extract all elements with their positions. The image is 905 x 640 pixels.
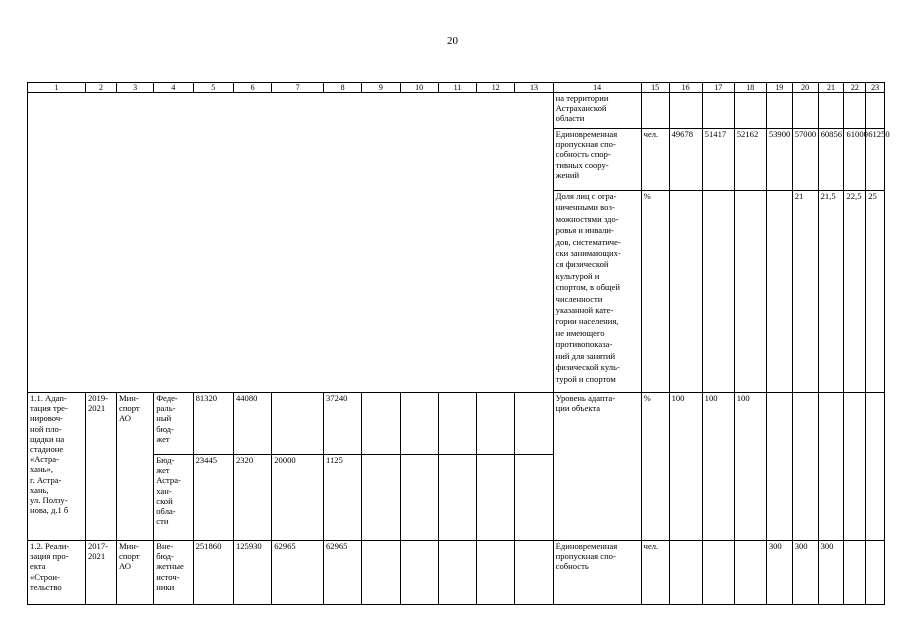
amount-year: [272, 393, 324, 455]
indicator-name: Единовременная пропускная спо- собность спор- тивных соору- жений: [553, 129, 641, 191]
header-cell: 6: [233, 83, 271, 93]
amount-year: [400, 393, 438, 455]
value-cell: [734, 93, 766, 129]
table-row: [28, 93, 885, 129]
value-cell: [866, 541, 885, 605]
program-table: [27, 82, 890, 605]
header-cell: 16: [669, 83, 702, 93]
measure-name: 1.1. Адап- тация тре- нировоч- ной пло- щадки на стадионе «Астра- хань», г. Астра- хань, ул. Ползу- нова, д.1 б: [28, 393, 86, 541]
indicator-name: Единовременная пропускная спо- собность: [553, 541, 641, 605]
value-cell: 49678: [669, 129, 702, 191]
amount-year: [400, 541, 438, 605]
value-cell: [702, 191, 734, 393]
header-cell: 15: [641, 83, 669, 93]
header-cell: 20: [792, 83, 818, 93]
amount-year: [477, 455, 515, 541]
amount-year: [438, 541, 476, 605]
header-cell: 19: [766, 83, 792, 93]
header-cell: 4: [154, 83, 193, 93]
amount-year: [477, 541, 515, 605]
value-cell: 21,5: [818, 191, 844, 393]
amount-total: 251860: [193, 541, 233, 605]
header-cell: 23: [866, 83, 885, 93]
header-cell: 11: [438, 83, 476, 93]
value-cell: 300: [792, 541, 818, 605]
amount-year: 37240: [323, 393, 361, 455]
amount-year: [438, 455, 476, 541]
value-cell: [866, 93, 885, 129]
executor-cell: Мин- спорт АО: [117, 393, 154, 541]
value-cell: [734, 541, 766, 605]
amount-year: 62965: [272, 541, 324, 605]
value-cell: [818, 93, 844, 129]
amount-year: [515, 455, 553, 541]
header-row: [28, 83, 885, 93]
page-number: 20: [447, 35, 458, 47]
value-cell: [766, 393, 792, 541]
header-cell: 9: [362, 83, 400, 93]
indicator-name: на территории Астраханской области: [553, 93, 641, 129]
amount-year: [362, 393, 400, 455]
header-cell: 2: [85, 83, 116, 93]
blank-cell: [28, 129, 554, 191]
amount-year: 125930: [233, 541, 271, 605]
value-cell: 300: [818, 541, 844, 605]
value-cell: 60856: [818, 129, 844, 191]
value-cell: 100: [734, 393, 766, 541]
header-cell: 21: [818, 83, 844, 93]
unit-cell: %: [641, 191, 669, 393]
header-cell: 14: [553, 83, 641, 93]
value-cell: 100: [669, 393, 702, 541]
value-cell: [702, 541, 734, 605]
period-cell: 2017- 2021: [85, 541, 116, 605]
header-cell: 5: [193, 83, 233, 93]
amount-year: [362, 541, 400, 605]
header-cell: 8: [323, 83, 361, 93]
value-cell: [792, 93, 818, 129]
header-cell: 22: [844, 83, 866, 93]
measure-name: 1.2. Реали- зация про- екта «Строи- тельство: [28, 541, 86, 605]
unit-cell: чел.: [641, 541, 669, 605]
indicator-name: Доля лиц с огра- ниченными воз- можностями здо- ровья и инвали- дов, систематиче- ски занимающих- ся физической культурой и спортом, в общей численности указанной кате- гории населения, не имеющего противопоказа- ний для занятий физической куль- турой и спортом: [553, 191, 641, 393]
value-cell: 61250: [866, 129, 885, 191]
unit-cell: %: [641, 393, 669, 541]
value-cell: [844, 393, 866, 541]
amount-year: 2320: [233, 455, 271, 541]
amount-year: 20000: [272, 455, 324, 541]
funding-source: Вне- бюд- жетные источ- ники: [154, 541, 193, 605]
amount-year: 1125: [323, 455, 361, 541]
value-cell: [866, 393, 885, 541]
amount-year: [515, 541, 553, 605]
value-cell: [818, 393, 844, 541]
amount-year: [400, 455, 438, 541]
value-cell: 61000: [844, 129, 866, 191]
amount-year: [477, 393, 515, 455]
amount-year: 44080: [233, 393, 271, 455]
header-cell: 17: [702, 83, 734, 93]
amount-year: 62965: [323, 541, 361, 605]
table-row: [28, 129, 885, 191]
value-cell: 100: [702, 393, 734, 541]
value-cell: [669, 541, 702, 605]
value-cell: 300: [766, 541, 792, 605]
value-cell: 22,5: [844, 191, 866, 393]
value-cell: [734, 191, 766, 393]
value-cell: [792, 393, 818, 541]
value-cell: [766, 191, 792, 393]
unit-cell: чел.: [641, 129, 669, 191]
header-cell: 3: [117, 83, 154, 93]
header-cell: 1: [28, 83, 86, 93]
blank-cell: [28, 93, 554, 129]
amount-total: 23445: [193, 455, 233, 541]
header-cell: 7: [272, 83, 324, 93]
value-cell: 53900: [766, 129, 792, 191]
value-cell: 57000: [792, 129, 818, 191]
funding-source: Бюд- жет Астра- хан- ской обла- сти: [154, 455, 193, 541]
header-cell: 10: [400, 83, 438, 93]
blank-cell: [28, 191, 554, 393]
amount-total: 81320: [193, 393, 233, 455]
value-cell: [669, 93, 702, 129]
table-row: [28, 541, 885, 605]
value-cell: [844, 541, 866, 605]
table-row: [28, 393, 885, 455]
header-cell: 18: [734, 83, 766, 93]
executor-cell: Мин- спорт АО: [117, 541, 154, 605]
value-cell: 52162: [734, 129, 766, 191]
value-cell: [766, 93, 792, 129]
value-cell: [844, 93, 866, 129]
table-row: [28, 191, 885, 393]
value-cell: 25: [866, 191, 885, 393]
amount-year: [438, 393, 476, 455]
unit-cell: [641, 93, 669, 129]
value-cell: 51417: [702, 129, 734, 191]
funding-source: Феде- раль- ный бюд- жет: [154, 393, 193, 455]
indicator-name: Уровень адапта- ции объекта: [553, 393, 641, 541]
value-cell: 21: [792, 191, 818, 393]
value-cell: [702, 93, 734, 129]
period-cell: 2019- 2021: [85, 393, 116, 541]
amount-year: [362, 455, 400, 541]
amount-year: [515, 393, 553, 455]
header-cell: 13: [515, 83, 553, 93]
value-cell: [669, 191, 702, 393]
header-cell: 12: [477, 83, 515, 93]
